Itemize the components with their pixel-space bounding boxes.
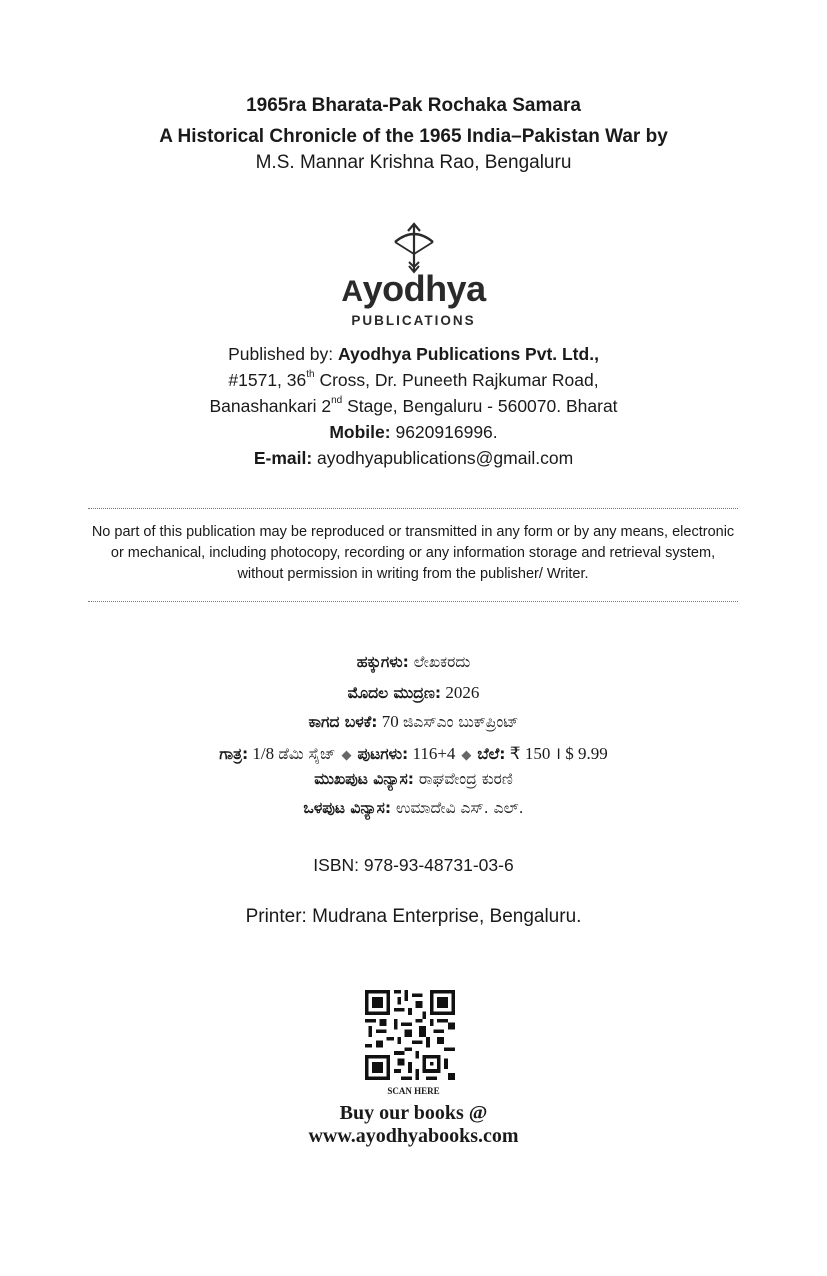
published-by-line: Published by: Ayodhya Publications Pvt. Ltd., (228, 344, 599, 364)
copyright-notice: No part of this publication may be reproduced or transmitted in any form or by any means, electronic or mechanical, including photocopy, recording or any information storage and retrieval system, without permission in writing from the publisher/ Writer. (91, 524, 735, 582)
mobile-line: Mobile: 9620916996. (329, 422, 498, 442)
publisher-logo: Ayodhya (341, 268, 486, 309)
address-line-1: #1571, 36th Cross, Dr. Puneeth Rajkumar Road, (228, 369, 599, 390)
isbn: ISBN: 978-93-48731-03-6 (313, 855, 514, 875)
email-line: E-mail: ayodhyapublications@gmail.com (253, 448, 574, 468)
website-link[interactable]: www.ayodhyabooks.com (308, 1125, 519, 1147)
size-pages-price-line: ಗಾತ್ರ: 1/8 ಡೆಮಿ ಸೈಜ್ ◆ ಪುಟಗಳು: 116+4 ◆ ಬೆಲೆ: ₹ 150 । $ 9.99 (219, 744, 608, 763)
cover-design-line: ಮುಖಪುಟ ವಿನ್ಯಾಸ: ರಾಘವೇಂದ್ರ ಕುರಣಿ (314, 770, 513, 788)
book-subtitle: A Historical Chronicle of the 1965 India–Pakistan War by (159, 126, 668, 147)
diamond-separator-icon: ◆ (461, 748, 472, 763)
author-line: M.S. Mannar Krishna Rao, Bengaluru (255, 152, 572, 173)
book-title: 1965ra Bharata-Pak Rochaka Samara (246, 95, 581, 116)
diamond-separator-icon: ◆ (341, 748, 352, 763)
dotted-divider-top (88, 508, 738, 509)
publisher-logo-subtitle: PUBLICATIONS (351, 313, 476, 328)
dotted-divider-bottom (88, 601, 738, 602)
address-line-2: Banashankari 2nd Stage, Bengaluru - 560070. Bharat (209, 395, 618, 416)
inner-design-line: ಒಳಪುಟ ವಿನ್ಯಾಸ: ಉಮಾದೇವಿ ಎಸ್. ಎಲ್. (303, 799, 524, 817)
bow-and-arrow-icon (391, 222, 437, 274)
qr-code-icon[interactable] (365, 990, 455, 1080)
paper-line: ಕಾಗದ ಬಳಕೆ: 70 ಜಿಎಸ್‌ಎಂ ಬುಕ್‌ಪ್ರಿಂಟ್ (308, 712, 519, 731)
first-edition-line: ಮೊದಲ ಮುದ್ರಣ: 2026 (347, 683, 480, 702)
rights-line: ಹಕ್ಕುಗಳು: ಲೇಖಕರದು (356, 653, 471, 671)
scan-here-label: SCAN HERE (387, 1086, 440, 1096)
printer-line: Printer: Mudrana Enterprise, Bengaluru. (245, 906, 582, 927)
buy-books-line: Buy our books @ (339, 1102, 488, 1124)
